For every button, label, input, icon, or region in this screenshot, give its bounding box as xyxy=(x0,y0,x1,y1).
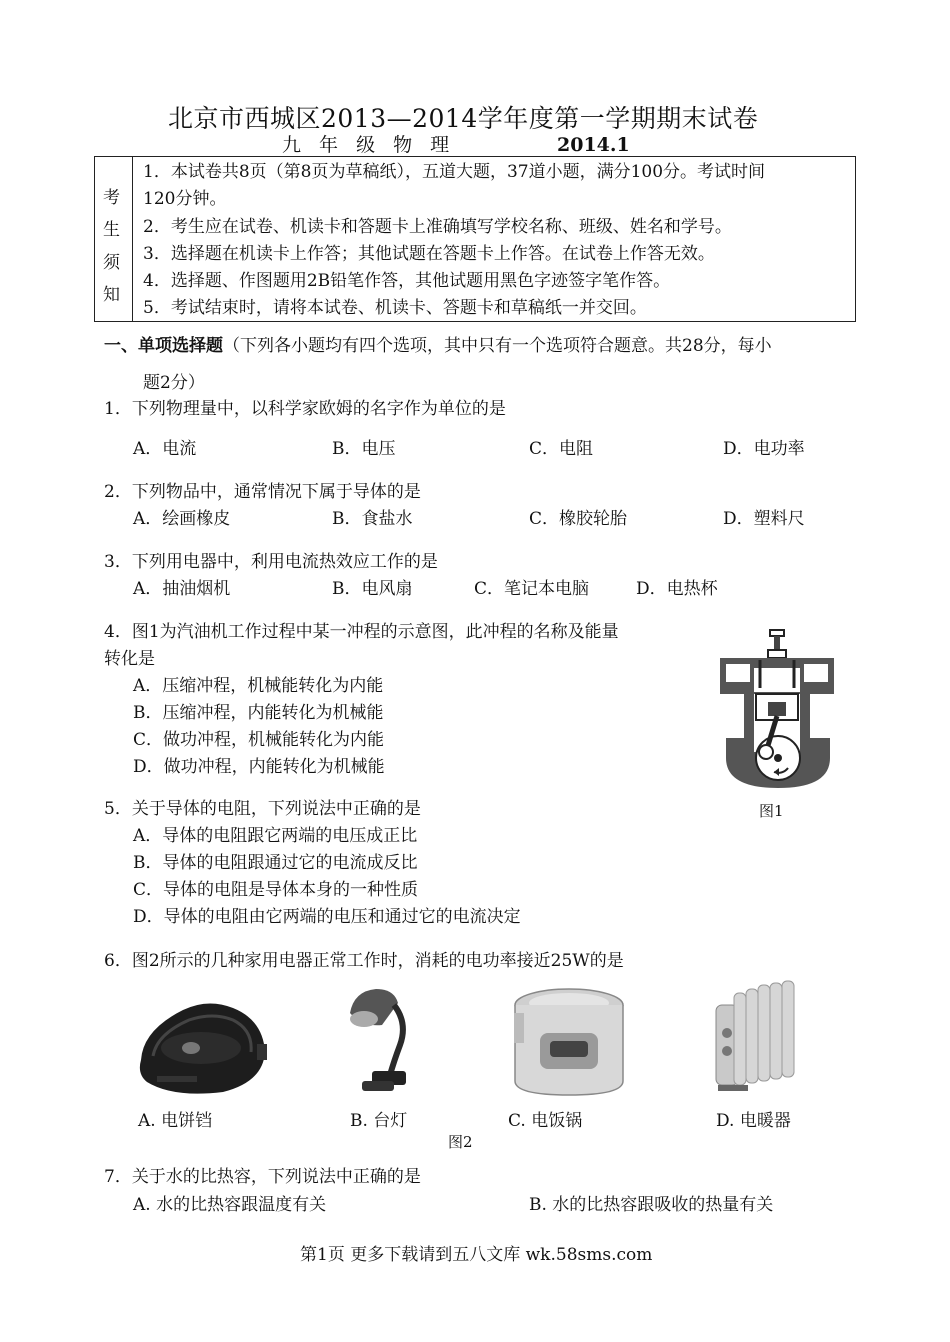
question-7-stem: 7．关于水的比热容，下列说法中正确的是 xyxy=(104,1167,421,1187)
q6-option-d: D. 电暖器 xyxy=(716,1111,791,1131)
page-title: 北京市西城区2013—2014学年度第一学期期末试卷 xyxy=(168,104,759,133)
oil-heater-icon xyxy=(708,975,802,1095)
q2-option-d: D．塑料尺 xyxy=(723,509,805,529)
q5-option-a: A．导体的电阻跟它两端的电压成正比 xyxy=(133,826,418,846)
question-2-stem: 2．下列物品中，通常情况下属于导体的是 xyxy=(104,482,421,502)
question-6-stem: 6．图2所示的几种家用电器正常工作时，消耗的电功率接近25W的是 xyxy=(104,951,624,971)
q2-option-c: C．橡胶轮胎 xyxy=(529,509,628,529)
section-description: （下列各小题均有四个选项，其中只有一个选项符合题意。共28分，每小 xyxy=(223,336,772,356)
q3-option-b: B．电风扇 xyxy=(332,579,413,599)
notice-line: 5．考试结束时，请将本试卷、机读卡、答题卡和草稿纸一并交回。 xyxy=(143,298,647,318)
notice-side-char: 考 xyxy=(103,188,120,208)
notice-side-char: 须 xyxy=(103,253,120,273)
rice-cooker-icon xyxy=(510,985,628,1100)
q2-option-a: A．绘画橡皮 xyxy=(133,509,231,529)
q2-option-b: B．食盐水 xyxy=(332,509,413,529)
figure-1-caption: 图1 xyxy=(759,802,784,820)
figure-2-caption: 图2 xyxy=(448,1133,473,1151)
q7-option-a: A. 水的比热容跟温度有关 xyxy=(133,1195,327,1215)
question-4-stem-cont: 转化是 xyxy=(104,649,155,669)
section-heading xyxy=(104,335,772,357)
engine-diagram-icon xyxy=(718,628,838,793)
exam-date: 2014.1 xyxy=(557,134,630,156)
q1-option-b: B．电压 xyxy=(332,439,396,459)
section-description-cont: 题2分） xyxy=(143,373,205,393)
question-4-stem: 4．图1为汽油机工作过程中某一冲程的示意图，此冲程的名称及能量 xyxy=(104,622,619,642)
notice-side-char: 生 xyxy=(103,220,120,240)
notice-line: 3．选择题在机读卡上作答；其他试题在答题卡上作答。在试卷上作答无效。 xyxy=(143,244,715,264)
q4-option-c: C．做功冲程，机械能转化为内能 xyxy=(133,730,385,750)
q3-option-d: D．电热杯 xyxy=(636,579,718,599)
notice-side-label xyxy=(95,157,133,321)
q1-option-a: A．电流 xyxy=(133,439,197,459)
q5-option-c: C．导体的电阻是导体本身的一种性质 xyxy=(133,880,419,900)
q5-option-d: D．导体的电阻由它两端的电压和通过它的电流决定 xyxy=(133,907,521,927)
question-3-stem: 3．下列用电器中，利用电流热效应工作的是 xyxy=(104,552,438,572)
page-footer: 第1页 更多下载请到五八文库 wk.58sms.com xyxy=(300,1245,653,1265)
q6-option-c: C. 电饭锅 xyxy=(508,1111,583,1131)
q1-option-c: C．电阻 xyxy=(529,439,594,459)
notice-side-char: 知 xyxy=(103,285,120,305)
notice-line: 1．本试卷共8页（第8页为草稿纸），五道大题，37道小题，满分100分。考试时间 xyxy=(143,162,766,182)
subject-title: 九 年 级 物 理 xyxy=(282,134,456,156)
q3-option-a: A．抽油烟机 xyxy=(133,579,231,599)
q4-option-d: D．做功冲程，内能转化为机械能 xyxy=(133,757,385,777)
desk-lamp-icon xyxy=(342,983,412,1095)
notice-line: 2．考生应在试卷、机读卡和答题卡上准确填写学校名称、班级、姓名和学号。 xyxy=(143,217,732,237)
q1-option-d: D．电功率 xyxy=(723,439,805,459)
notice-line: 120分钟。 xyxy=(143,189,227,209)
notice-line: 4．选择题、作图题用2B铅笔作答，其他试题用黑色字迹签字笔作答。 xyxy=(143,271,671,291)
section-title: 一、单项选择题 xyxy=(104,336,223,356)
question-5-stem: 5．关于导体的电阻，下列说法中正确的是 xyxy=(104,799,421,819)
q4-option-b: B．压缩冲程，内能转化为机械能 xyxy=(133,703,384,723)
q3-option-c: C．笔记本电脑 xyxy=(474,579,590,599)
q5-option-b: B．导体的电阻跟通过它的电流成反比 xyxy=(133,853,418,873)
q6-option-b: B. 台灯 xyxy=(350,1111,408,1131)
q4-option-a: A．压缩冲程，机械能转化为内能 xyxy=(133,676,384,696)
griddle-icon xyxy=(133,990,271,1100)
q6-option-a: A. 电饼铛 xyxy=(138,1111,213,1131)
q7-option-b: B. 水的比热容跟吸收的热量有关 xyxy=(529,1195,774,1215)
question-1-stem: 1．下列物理量中，以科学家欧姆的名字作为单位的是 xyxy=(104,399,506,419)
